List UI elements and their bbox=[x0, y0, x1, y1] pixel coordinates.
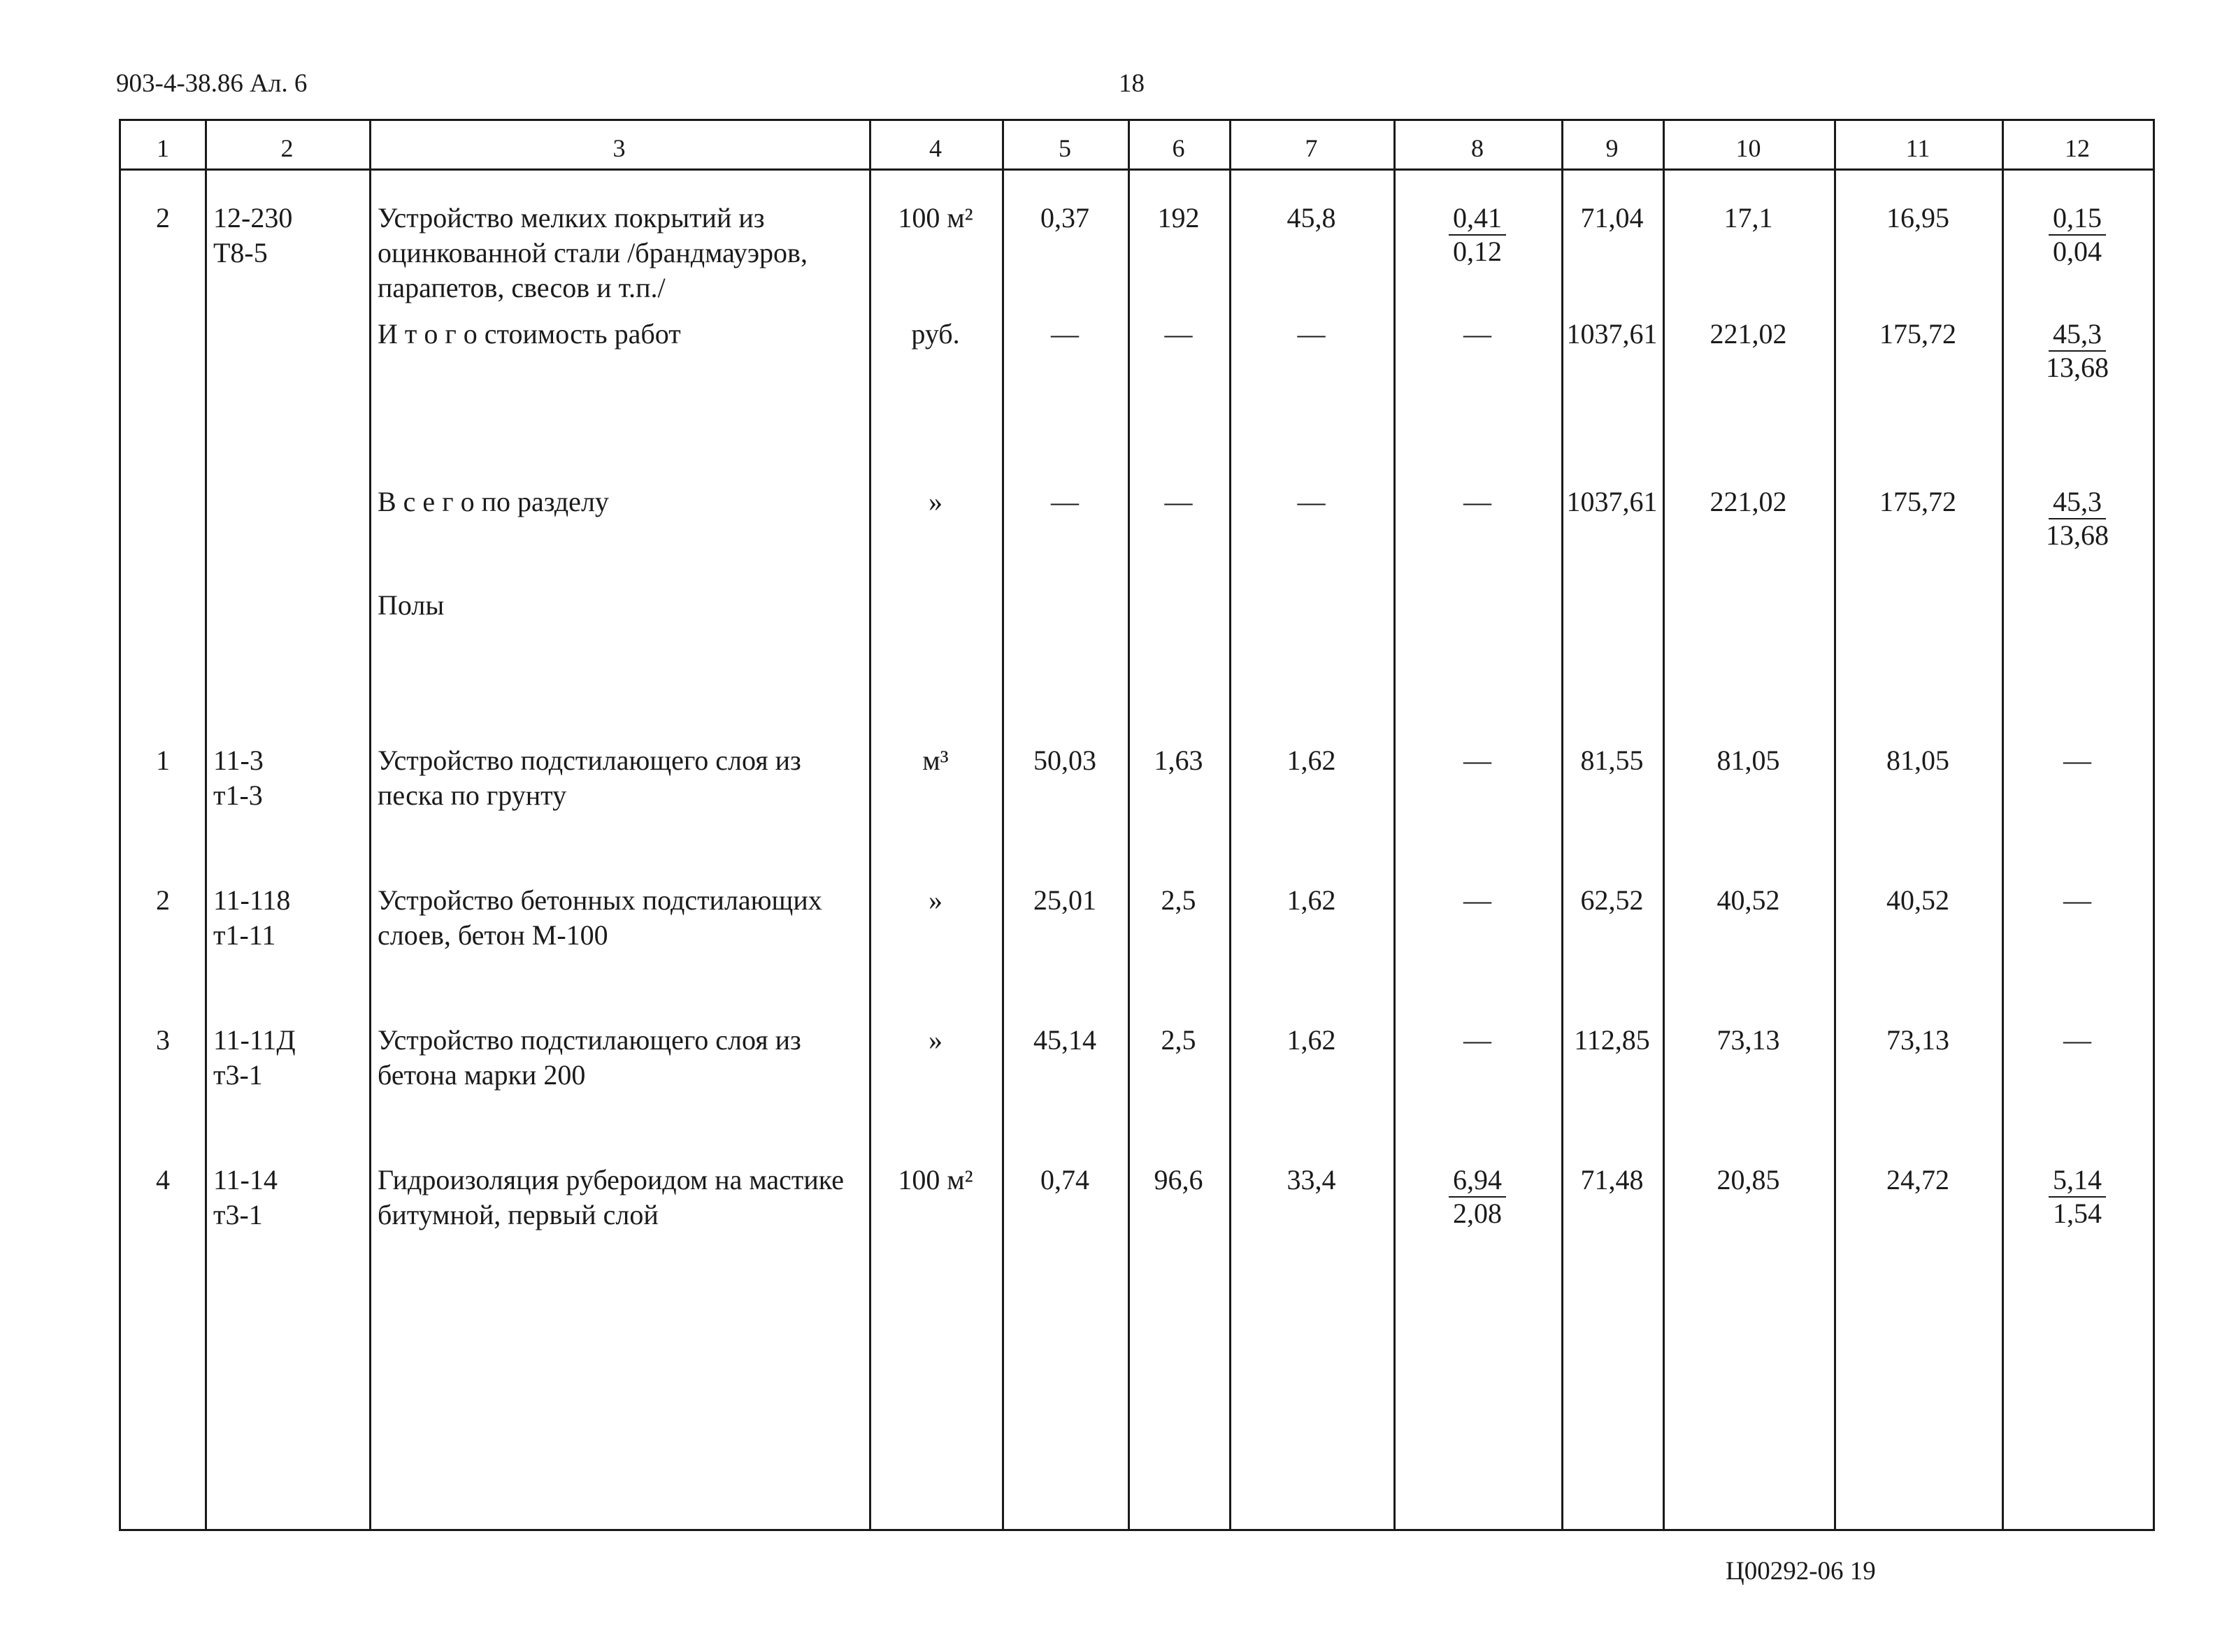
row-number: 1 bbox=[156, 745, 170, 776]
fraction-value bbox=[2046, 318, 2109, 384]
value-col-12: — bbox=[2063, 884, 2091, 916]
norm-code bbox=[213, 743, 361, 813]
value-col-12: — bbox=[2063, 1024, 2091, 1056]
value-col-10: 20,85 bbox=[1716, 1164, 1780, 1195]
value-col-6: 2,5 bbox=[1161, 884, 1196, 916]
unit: руб. bbox=[911, 318, 960, 350]
work-description: В с е г о по разделу bbox=[378, 486, 609, 517]
column-number: 7 bbox=[1305, 134, 1318, 162]
value-col-9: 112,85 bbox=[1574, 1024, 1650, 1056]
value-col-9: 81,55 bbox=[1580, 745, 1644, 776]
row-number: 4 bbox=[156, 1164, 170, 1195]
value-col-11: 73,13 bbox=[1886, 1024, 1949, 1056]
value-col-9: 62,52 bbox=[1580, 884, 1644, 916]
unit: » bbox=[929, 884, 943, 916]
page-number: 18 bbox=[1119, 69, 1145, 98]
value-col-6: 192 bbox=[1157, 202, 1200, 234]
value-col-11: 81,05 bbox=[1886, 745, 1949, 776]
column-number: 1 bbox=[157, 134, 169, 162]
value-col-10: 221,02 bbox=[1710, 486, 1787, 517]
value-col-7: 1,62 bbox=[1286, 884, 1336, 916]
work-description: Устройство подстилающего слоя из песка по грунту bbox=[378, 745, 801, 811]
value-col-11: 175,72 bbox=[1879, 318, 1956, 350]
value-col-12 bbox=[2002, 317, 2153, 384]
value-col-8: — bbox=[1463, 745, 1491, 776]
row-number: 2 bbox=[156, 884, 170, 916]
fraction-numerator: 45,3 bbox=[2049, 486, 2106, 519]
work-description: И т о г о стоимость работ bbox=[378, 318, 681, 350]
value-col-8 bbox=[1393, 1163, 1561, 1230]
unit: 100 м² bbox=[898, 202, 973, 234]
value-col-7: — bbox=[1297, 318, 1326, 350]
table-header-divider bbox=[121, 168, 2153, 171]
code-line: т1-11 bbox=[213, 919, 276, 951]
column-number: 4 bbox=[929, 134, 942, 162]
value-col-9: 71,48 bbox=[1580, 1164, 1644, 1195]
column-number: 5 bbox=[1059, 134, 1071, 162]
column-number: 2 bbox=[280, 134, 294, 162]
table-column-divider bbox=[369, 121, 371, 1529]
norm-code bbox=[213, 201, 361, 271]
value-col-8: — bbox=[1463, 1024, 1491, 1056]
work-description: Гидроизоляция рубероидом на мастике битумной, первый слой bbox=[378, 1164, 844, 1230]
value-col-7: 33,4 bbox=[1286, 1164, 1336, 1195]
fraction-numerator: 6,94 bbox=[1449, 1164, 1506, 1198]
fraction-numerator: 0,41 bbox=[1449, 202, 1506, 236]
value-col-9: 1037,61 bbox=[1566, 318, 1658, 350]
unit: 100 м² bbox=[898, 1164, 973, 1195]
table-column-divider bbox=[205, 121, 207, 1529]
fraction-numerator: 0,15 bbox=[2049, 202, 2106, 236]
work-description: Устройство мелких покрытий из оцинкованной стали /брандмауэров, парапетов, свесов и т.п./ bbox=[378, 202, 808, 303]
value-col-8: — bbox=[1463, 486, 1491, 517]
code-line: т3-1 bbox=[213, 1059, 263, 1091]
estimate-table bbox=[119, 119, 2155, 1531]
value-col-5: — bbox=[1051, 318, 1079, 350]
code-line: 12-230 bbox=[213, 202, 293, 234]
column-number: 12 bbox=[2065, 134, 2090, 162]
value-col-10: 221,02 bbox=[1710, 318, 1787, 350]
value-col-6: 2,5 bbox=[1161, 1024, 1196, 1056]
footer-code: Ц00292-06 19 bbox=[1726, 1557, 1876, 1586]
value-col-11: 16,95 bbox=[1886, 202, 1949, 234]
unit: м³ bbox=[922, 745, 949, 776]
value-col-8: — bbox=[1463, 318, 1491, 350]
column-number: 9 bbox=[1605, 134, 1619, 162]
fraction-value bbox=[2049, 1164, 2106, 1230]
norm-code bbox=[213, 1023, 361, 1093]
code-line: т3-1 bbox=[213, 1199, 263, 1230]
code-line: т1-3 bbox=[213, 780, 263, 811]
norm-code bbox=[213, 1163, 361, 1233]
value-col-12 bbox=[2002, 484, 2153, 552]
unit: » bbox=[929, 486, 943, 517]
value-col-7: — bbox=[1297, 486, 1326, 517]
value-col-9: 1037,61 bbox=[1566, 486, 1658, 517]
column-number: 8 bbox=[1471, 134, 1484, 162]
value-col-10: 40,52 bbox=[1716, 884, 1780, 916]
fraction-value bbox=[1449, 1164, 1506, 1230]
fraction-numerator: 45,3 bbox=[2049, 318, 2106, 352]
row-number: 2 bbox=[156, 202, 170, 234]
fraction-numerator: 5,14 bbox=[2049, 1164, 2106, 1198]
value-col-7: 1,62 bbox=[1286, 1024, 1336, 1056]
value-col-5: 0,74 bbox=[1040, 1164, 1089, 1195]
value-col-8 bbox=[1393, 201, 1561, 268]
value-col-10: 73,13 bbox=[1716, 1024, 1780, 1056]
code-line: Т8-5 bbox=[213, 237, 268, 268]
value-col-5: 0,37 bbox=[1040, 202, 1089, 234]
column-number: 6 bbox=[1172, 134, 1185, 162]
work-description: Устройство бетонных подстилающих слоев, бетон М-100 bbox=[378, 884, 822, 951]
code-line: 11-3 bbox=[213, 745, 264, 776]
value-col-11: 24,72 bbox=[1886, 1164, 1949, 1195]
code-line: 11-11Д bbox=[213, 1024, 296, 1056]
fraction-denominator: 13,68 bbox=[2046, 519, 2109, 551]
value-col-10: 17,1 bbox=[1723, 202, 1773, 234]
value-col-12: — bbox=[2063, 745, 2091, 776]
value-col-12 bbox=[2002, 1163, 2153, 1230]
value-col-6: — bbox=[1164, 486, 1193, 517]
value-col-12 bbox=[2002, 201, 2153, 268]
value-col-5: 25,01 bbox=[1033, 884, 1096, 916]
fraction-value bbox=[1449, 202, 1506, 268]
document-code: 903-4-38.86 Ал. 6 bbox=[116, 69, 308, 98]
value-col-9: 71,04 bbox=[1580, 202, 1644, 234]
value-col-7: 1,62 bbox=[1286, 745, 1336, 776]
value-col-10: 81,05 bbox=[1716, 745, 1780, 776]
fraction-denominator: 0,04 bbox=[2053, 236, 2102, 267]
unit: » bbox=[929, 1024, 943, 1056]
section-title: Полы bbox=[378, 589, 445, 621]
fraction-denominator: 1,54 bbox=[2053, 1198, 2102, 1229]
value-col-6: — bbox=[1164, 318, 1193, 350]
fraction-denominator: 0,12 bbox=[1453, 236, 1502, 267]
value-col-8: — bbox=[1463, 884, 1491, 916]
norm-code bbox=[213, 883, 361, 953]
value-col-7: 45,8 bbox=[1286, 202, 1336, 234]
value-col-11: 40,52 bbox=[1886, 884, 1949, 916]
fraction-denominator: 13,68 bbox=[2046, 352, 2109, 383]
column-number: 3 bbox=[612, 134, 626, 162]
column-number: 11 bbox=[1905, 134, 1930, 162]
code-line: 11-14 bbox=[213, 1164, 278, 1195]
row-number: 3 bbox=[156, 1024, 170, 1056]
fraction-value bbox=[2046, 486, 2109, 552]
code-line: 11-118 bbox=[213, 884, 291, 916]
value-col-11: 175,72 bbox=[1879, 486, 1956, 517]
value-col-5: 50,03 bbox=[1033, 745, 1096, 776]
work-description: Устройство подстилающего слоя из бетона марки 200 bbox=[378, 1024, 801, 1091]
value-col-6: 1,63 bbox=[1154, 745, 1203, 776]
value-col-5: 45,14 bbox=[1033, 1024, 1096, 1056]
fraction-value bbox=[2049, 202, 2106, 268]
value-col-6: 96,6 bbox=[1154, 1164, 1203, 1195]
value-col-5: — bbox=[1051, 486, 1079, 517]
fraction-denominator: 2,08 bbox=[1453, 1198, 1502, 1229]
column-number: 10 bbox=[1735, 134, 1761, 162]
